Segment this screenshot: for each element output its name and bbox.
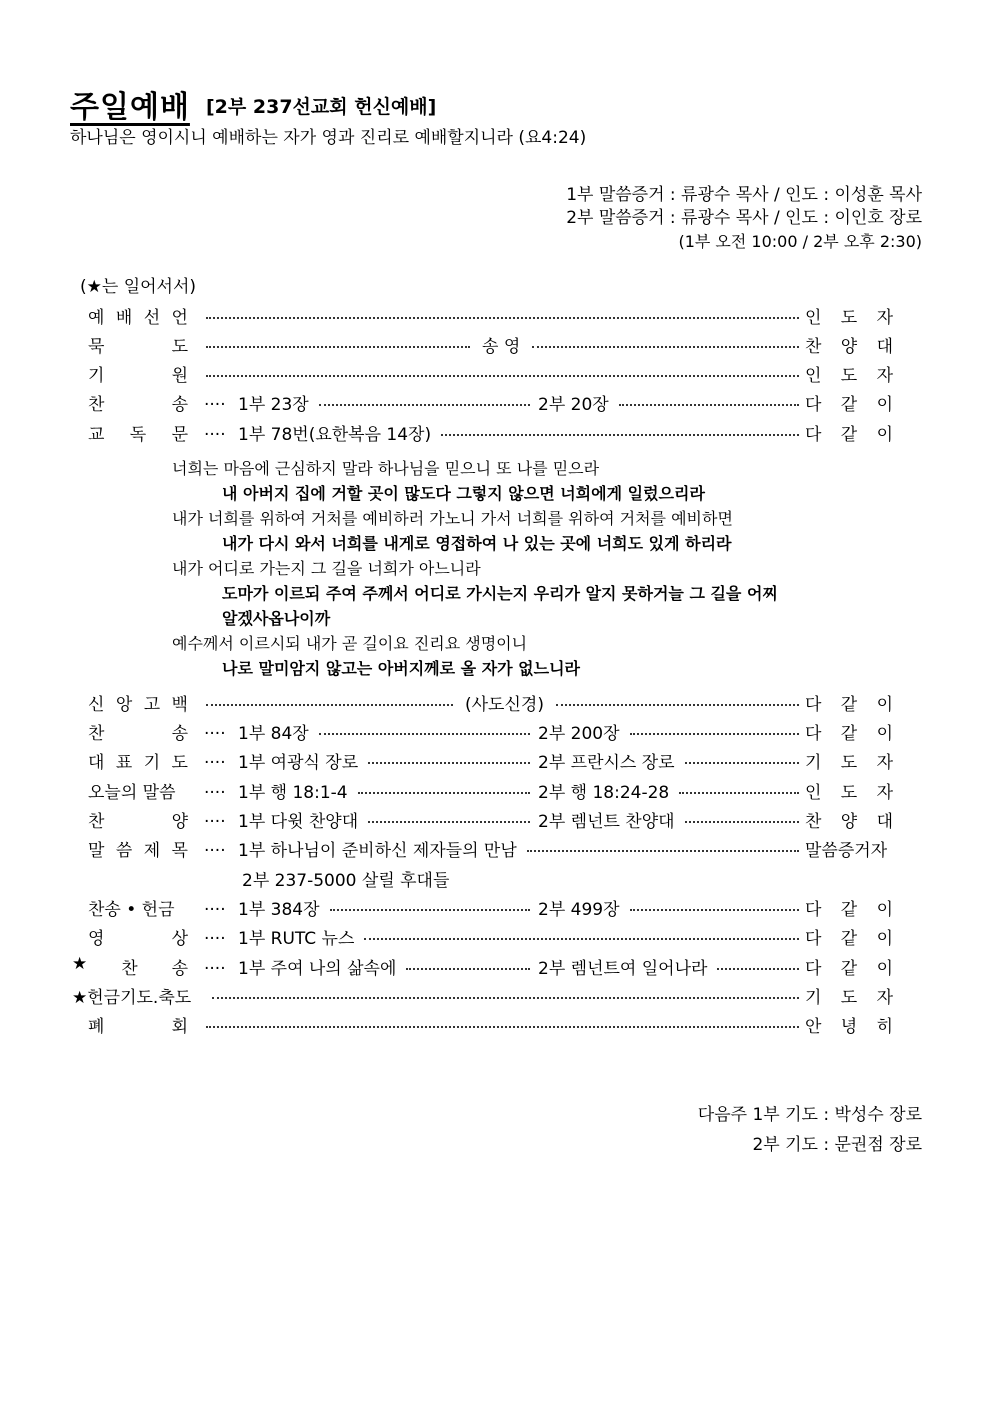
leader-dots <box>319 719 530 735</box>
order-label <box>88 361 188 386</box>
leader-dots <box>330 895 530 911</box>
char: 선 <box>143 308 161 328</box>
char: 자 <box>876 308 893 328</box>
char: 안 <box>805 1017 822 1037</box>
order-text-1: 1부 여광식 장로 <box>238 753 359 773</box>
reading-line-congregation: 알겠사옵나이까 <box>222 609 331 628</box>
char: 말 <box>88 841 105 861</box>
char: 다 <box>805 959 822 979</box>
order-role <box>805 954 893 979</box>
char: ★ <box>72 954 88 974</box>
leader-dots: .... <box>204 719 226 739</box>
char: 도 <box>171 337 188 357</box>
order-role <box>805 778 893 803</box>
char: 찬 <box>88 724 105 744</box>
leader-dots <box>685 748 799 764</box>
order-role <box>805 1012 893 1037</box>
order-row <box>70 332 896 358</box>
char: 도 <box>171 753 188 773</box>
order-row <box>70 954 896 980</box>
order-text-1: 1부 384장 <box>238 900 320 920</box>
char: 송 <box>171 959 188 979</box>
char: 예 <box>88 308 105 328</box>
leader-dots <box>212 983 799 999</box>
leader-dots: .... <box>204 420 226 440</box>
char: 같 <box>840 395 858 415</box>
char: 같 <box>840 900 858 920</box>
leader-dots <box>717 954 799 970</box>
order-text-1: 1부 RUTC 뉴스 <box>238 929 355 949</box>
leader-dots <box>619 390 799 406</box>
leader-dots <box>206 1012 799 1028</box>
char: 송 <box>171 724 188 744</box>
order-label <box>88 420 188 445</box>
theme-verse: 하나님은 영이시니 예배하는 자가 영과 진리로 예배할지니라 (요4:24) <box>70 128 587 148</box>
char: 자 <box>876 366 893 386</box>
char: 도 <box>840 753 858 773</box>
order-text-1: 1부 다윗 찬양대 <box>238 812 359 832</box>
leader-dots <box>368 807 530 823</box>
char: 인 <box>805 366 822 386</box>
order-role <box>805 690 893 715</box>
order-label <box>88 807 188 832</box>
char: 녕 <box>840 1017 858 1037</box>
leader-dots <box>206 332 470 348</box>
order-text-2: 송 영 <box>482 337 521 357</box>
char: 제 <box>143 841 161 861</box>
preacher-line-1: 1부 말씀증거 : 류광수 목사 / 인도 : 이성훈 목사 <box>566 185 922 205</box>
leader-dots: .... <box>204 836 226 856</box>
order-label <box>72 954 188 979</box>
order-label <box>88 1012 188 1037</box>
leader-dots <box>630 719 799 735</box>
char: 묵 <box>88 337 105 357</box>
next-week-prayer-2: 2부 기도 : 문권점 장로 <box>752 1135 922 1155</box>
order-label: ★헌금기도.축도 <box>72 988 192 1008</box>
char: 같 <box>840 929 858 949</box>
reading-line-leader: 예수께서 이르시되 내가 곧 길이요 진리요 생명이니 <box>172 634 528 653</box>
leader-dots: .... <box>204 778 226 798</box>
order-text-2: 2부 20장 <box>538 395 609 415</box>
standing-note: (★는 일어서서) <box>80 277 197 297</box>
char: 자 <box>876 783 893 803</box>
order-text-1: 1부 78번(요한복음 14장) <box>238 425 432 445</box>
order-row <box>70 895 896 921</box>
char: 독 <box>129 425 147 445</box>
order-role <box>805 895 893 920</box>
char: 인 <box>805 308 822 328</box>
reading-line-congregation: 도마가 이르되 주여 주께서 어디로 가시는지 우리가 알지 못하거늘 그 길을 어찌 <box>222 584 778 603</box>
order-text-1: 1부 주여 나의 삶속에 <box>238 959 397 979</box>
char: 기 <box>805 988 822 1008</box>
reading-line-leader: 너희는 마음에 근심하지 말라 하나님을 믿으니 또 나를 믿으라 <box>172 459 600 478</box>
order-text-1: 1부 23장 <box>238 395 309 415</box>
char: 이 <box>876 929 893 949</box>
order-text-2: 2부 렘넌트여 일어나라 <box>538 959 708 979</box>
order-role <box>805 807 893 832</box>
leader-dots <box>206 690 453 706</box>
order-row <box>70 778 896 804</box>
leader-dots: .... <box>204 390 226 410</box>
order-role <box>805 390 893 415</box>
char: 도 <box>840 308 858 328</box>
order-role <box>805 332 893 357</box>
order-label <box>88 748 188 773</box>
order-text-2: 2부 렘넌트 찬양대 <box>538 812 675 832</box>
order-text-1: 1부 행 18:1-4 <box>238 783 348 803</box>
order-label <box>88 719 188 744</box>
order-text-2: (사도신경) <box>465 695 544 715</box>
order-label <box>88 390 188 415</box>
order-row <box>70 690 896 716</box>
char: 히 <box>876 1017 893 1037</box>
char: 양 <box>840 337 858 357</box>
char: 문 <box>171 425 188 445</box>
leader-dots <box>532 332 799 348</box>
char: 폐 <box>88 1017 105 1037</box>
char: 도 <box>840 783 858 803</box>
order-continuation: 2부 237-5000 살릴 후대들 <box>242 871 450 891</box>
char: 같 <box>840 724 858 744</box>
char: 언 <box>171 308 188 328</box>
leader-dots <box>358 778 530 794</box>
char: 다 <box>805 695 822 715</box>
order-role <box>805 983 893 1008</box>
leader-dots <box>630 895 799 911</box>
leader-dots <box>364 924 799 940</box>
char: 같 <box>840 959 858 979</box>
order-label <box>88 836 188 861</box>
order-row <box>70 1012 896 1038</box>
char: 이 <box>876 959 893 979</box>
order-role <box>805 719 893 744</box>
char: 찬 <box>88 812 105 832</box>
leader-dots <box>206 303 799 319</box>
order-role <box>805 303 893 328</box>
order-label <box>88 924 188 949</box>
order-label <box>88 303 188 328</box>
next-week-prayer-1: 다음주 1부 기도 : 박성수 장로 <box>697 1105 922 1125</box>
char: 기 <box>88 366 105 386</box>
leader-dots <box>556 690 799 706</box>
char: 신 <box>88 695 105 715</box>
char: 원 <box>171 366 188 386</box>
order-text-1: 1부 84장 <box>238 724 309 744</box>
leader-dots: .... <box>204 895 226 915</box>
order-text-2: 2부 499장 <box>538 900 620 920</box>
order-role <box>805 748 893 773</box>
order-role <box>805 420 893 445</box>
char: 같 <box>840 425 858 445</box>
char: 교 <box>88 425 105 445</box>
char: 자 <box>876 753 893 773</box>
char: 이 <box>876 395 893 415</box>
reading-line-leader: 내가 너희를 위하여 거처를 예비하러 가노니 가서 너희를 위하여 거처를 예비하면 <box>172 509 733 528</box>
char: 대 <box>876 337 893 357</box>
char: 대 <box>88 753 105 773</box>
order-label: 오늘의 말씀 <box>88 783 176 803</box>
reading-line-leader: 내가 어디로 가는지 그 길을 너희가 아느니라 <box>172 559 481 578</box>
order-text-2: 2부 200장 <box>538 724 620 744</box>
char: 영 <box>88 929 105 949</box>
order-row <box>70 420 896 446</box>
leader-dots <box>685 807 799 823</box>
char: 양 <box>840 812 858 832</box>
leader-dots <box>206 361 799 377</box>
leader-dots: .... <box>204 924 226 944</box>
char: 대 <box>876 812 893 832</box>
char: 송 <box>171 395 188 415</box>
char: 이 <box>876 900 893 920</box>
char: 배 <box>115 308 133 328</box>
char: 백 <box>171 695 188 715</box>
order-text-2: 2부 행 18:24-28 <box>538 783 670 803</box>
char: 앙 <box>115 695 133 715</box>
char: 찬 <box>88 395 105 415</box>
order-role <box>805 361 893 386</box>
service-times: (1부 오전 10:00 / 2부 오후 2:30) <box>678 232 922 251</box>
leader-dots: .... <box>204 748 226 768</box>
preacher-line-2: 2부 말씀증거 : 류광수 목사 / 인도 : 이인호 장로 <box>566 208 922 228</box>
order-role <box>805 924 893 949</box>
reading-line-congregation: 내 아버지 집에 거할 곳이 많도다 그렇지 않으면 너희에게 일렀으리라 <box>222 484 705 503</box>
order-row <box>70 748 896 774</box>
char: 다 <box>805 900 822 920</box>
leader-dots <box>406 954 530 970</box>
char: 회 <box>171 1017 188 1037</box>
order-row <box>70 719 896 745</box>
order-role: 말씀증거자 <box>805 841 888 861</box>
order-text-2: 2부 프란시스 장로 <box>538 753 675 773</box>
char: 자 <box>876 988 893 1008</box>
leader-dots <box>441 420 799 436</box>
leader-dots <box>368 748 530 764</box>
char: 표 <box>115 753 133 773</box>
order-text-1: 1부 하나님이 준비하신 제자들의 만남 <box>238 841 517 861</box>
order-row <box>70 361 896 387</box>
order-row <box>70 390 896 416</box>
char: 상 <box>171 929 188 949</box>
char: 도 <box>840 366 858 386</box>
order-label <box>88 690 188 715</box>
char: 도 <box>840 988 858 1008</box>
char: 양 <box>171 812 188 832</box>
char: 목 <box>171 841 188 861</box>
leader-dots <box>679 778 799 794</box>
page-title: 주일예배 <box>70 90 190 125</box>
order-row <box>70 303 896 329</box>
char: 같 <box>840 695 858 715</box>
char: 다 <box>805 724 822 744</box>
leader-dots: .... <box>204 807 226 827</box>
leader-dots: .... <box>204 954 226 974</box>
char: 이 <box>876 695 893 715</box>
char: 다 <box>805 395 822 415</box>
char: 이 <box>876 724 893 744</box>
order-label <box>88 332 188 357</box>
char: 찬 <box>805 812 822 832</box>
char: 다 <box>805 425 822 445</box>
order-label: 찬송 • 헌금 <box>88 900 175 920</box>
char: 찬 <box>805 337 822 357</box>
char: 고 <box>143 695 161 715</box>
char: 씀 <box>115 841 133 861</box>
char: 기 <box>805 753 822 773</box>
char: 다 <box>805 929 822 949</box>
char: 찬 <box>121 959 138 979</box>
leader-dots <box>527 836 799 852</box>
leader-dots <box>319 390 530 406</box>
reading-line-congregation: 내가 다시 와서 너희를 내게로 영접하여 나 있는 곳에 너희도 있게 하리라 <box>222 534 732 553</box>
page-subtitle: [2부 237선교회 헌신예배] <box>206 96 437 118</box>
order-row <box>70 836 896 862</box>
char: 인 <box>805 783 822 803</box>
order-row <box>70 983 896 1009</box>
char: 기 <box>143 753 161 773</box>
char: 이 <box>876 425 893 445</box>
order-row <box>70 807 896 833</box>
order-row <box>70 924 896 950</box>
reading-line-congregation: 나로 말미암지 않고는 아버지께로 올 자가 없느니라 <box>222 659 580 678</box>
